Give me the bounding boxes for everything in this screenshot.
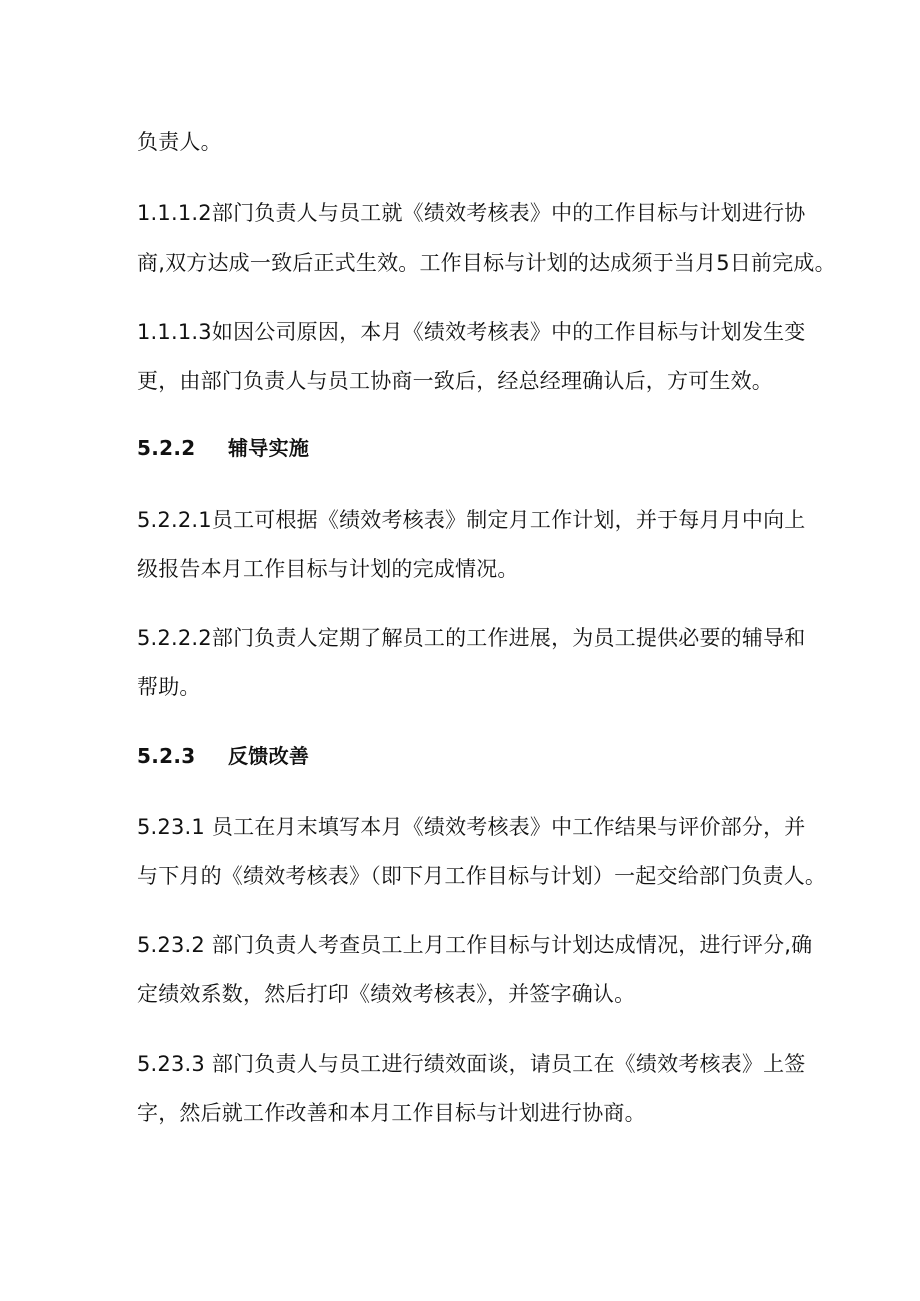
paragraph-line: 5.23.1 员工在月末填写本月《绩效考核表》中工作结果与评价部分，并 [137, 815, 806, 839]
paragraph-line: 更，由部门负责人与员工协商一致后，经总经理确认后，方可生效。 [137, 369, 773, 393]
section-title: 辅导实施 [227, 436, 310, 460]
paragraph-line: 与下月的《绩效考核表》（即下月工作目标与计划）一起交给部门负责人。 [137, 864, 827, 888]
paragraph-line: 负责人。 [137, 130, 222, 154]
paragraph-line: 1.1.1.3如因公司原因，本月《绩效考核表》中的工作目标与计划发生变 [137, 320, 806, 344]
section-number: 5.2.3 [137, 744, 196, 768]
section-number: 5.2.2 [137, 436, 196, 460]
paragraph-line: 5.2.2.2部门负责人定期了解员工的工作进展，为员工提供必要的辅导和 [137, 626, 806, 650]
paragraph-line: 级报告本月工作目标与计划的完成情况。 [137, 557, 519, 581]
section-heading [137, 434, 309, 462]
section-title: 反馈改善 [227, 744, 310, 768]
paragraph-line: 定绩效系数，然后打印《绩效考核表》，并签字确认。 [137, 982, 636, 1006]
paragraph-line: 商,双方达成一致后正式生效。工作目标与计划的达成须于当月5日前完成。 [137, 251, 836, 275]
paragraph-line: 字，然后就工作改善和本月工作目标与计划进行协商。 [137, 1101, 646, 1125]
paragraph-line: 5.23.2 部门负责人考查员工上月工作目标与计划达成情况，进行评分,确 [137, 933, 813, 957]
section-heading [137, 742, 309, 770]
paragraph-line: 5.23.3 部门负责人与员工进行绩效面谈，请员工在《绩效考核表》上签 [137, 1052, 806, 1076]
paragraph-line: 帮助。 [137, 675, 201, 699]
paragraph-line: 1.1.1.2部门负责人与员工就《绩效考核表》中的工作目标与计划进行协 [137, 201, 806, 225]
paragraph-line: 5.2.2.1员工可根据《绩效考核表》制定月工作计划，并于每月月中向上 [137, 508, 806, 532]
